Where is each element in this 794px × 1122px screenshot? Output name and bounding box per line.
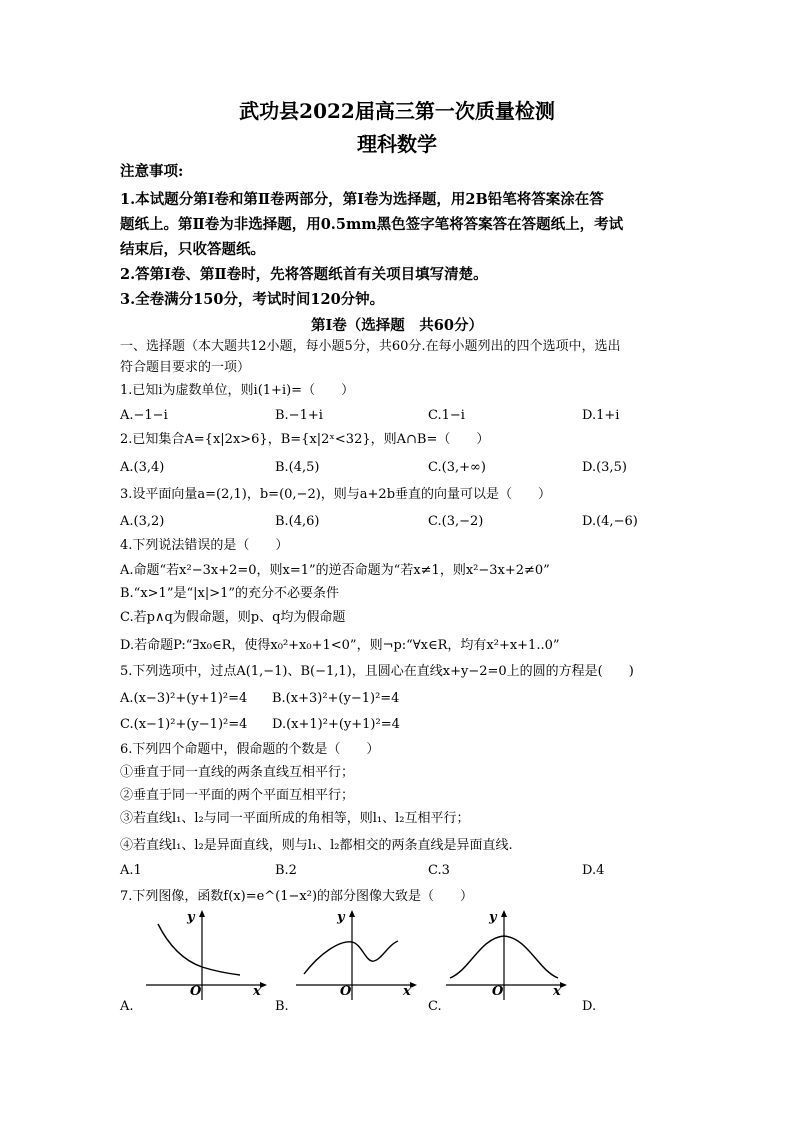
q5-option-b[interactable]: B.(x+3)²+(y−1)²=4 <box>272 691 400 706</box>
notes-line-5: 3.全卷满分150分，考试时间120分钟。 <box>120 291 385 308</box>
notes-line-2: 题纸上。第Ⅱ卷为非选择题，用0.5mm黑色签字笔将答案答在答题纸上，考试 <box>120 216 624 233</box>
q7-option-a[interactable]: A. <box>120 999 134 1014</box>
q7-stem: 7.下列图像，函数f(x)=e^(1−x²)的部分图像大致是（ ） <box>120 889 474 904</box>
q6-option-a[interactable]: A.1 <box>120 863 142 878</box>
q7-option-b[interactable]: B. <box>275 999 289 1014</box>
q1-stem: 1.已知i为虚数单位，则i(1+i)=（ ） <box>120 383 355 398</box>
section-intro-2: 符合题目要求的一项） <box>120 360 251 375</box>
q6-statement-2: ②垂直于同一平面的两个平面互相平行； <box>120 788 355 803</box>
axis-x-label: x <box>553 984 561 999</box>
q6-option-c[interactable]: C.3 <box>428 863 450 878</box>
q3-option-c[interactable]: C.(3,−2) <box>428 514 484 529</box>
q2-option-d[interactable]: D.(3,5) <box>582 460 627 475</box>
notes-heading: 注意事项: <box>120 163 184 180</box>
origin-label: O <box>492 984 504 999</box>
q4-option-c[interactable]: C.若p∧q为假命题，则p、q均为假命题 <box>120 610 346 625</box>
q4-stem: 4.下列说法错误的是（ ） <box>120 538 289 553</box>
notes-line-4: 2.答第Ⅰ卷、第Ⅱ卷时，先将答题纸首有关项目填写清楚。 <box>120 266 488 283</box>
origin-label: O <box>190 984 202 999</box>
q6-statement-4: ④若直线l₁、l₂是异面直线，则与l₁、l₂都相交的两条直线是异面直线. <box>120 838 513 853</box>
origin-label: O <box>340 984 352 999</box>
q6-option-b[interactable]: B.2 <box>275 863 297 878</box>
axis-y-label: y <box>187 910 195 925</box>
q4-option-a[interactable]: A.命题“若x²−3x+2=0，则x=1”的逆否命题为“若x≠1，则x²−3x+2≠0” <box>120 563 550 578</box>
axis-x-label: x <box>253 984 261 999</box>
q3-option-d[interactable]: D.(4,−6) <box>582 514 638 529</box>
axis-x-label: x <box>403 984 411 999</box>
notes-line-3: 结束后，只收答题纸。 <box>120 241 265 258</box>
q7-option-c[interactable]: C. <box>428 999 442 1014</box>
q2-option-a[interactable]: A.(3,4) <box>120 460 165 475</box>
q5-option-d[interactable]: D.(x+1)²+(y+1)²=4 <box>272 717 400 732</box>
q2-stem: 2.已知集合A={x|2x>6}，B={x|2ˣ<32}，则A∩B=（ ） <box>120 432 490 447</box>
q6-statement-3: ③若直线l₁、l₂与同一平面所成的角相等，则l₁、l₂互相平行； <box>120 811 470 826</box>
notes-line-1: 1.本试题分第Ⅰ卷和第Ⅱ卷两部分，第Ⅰ卷为选择题，用2B铅笔将答案涂在答 <box>120 191 604 208</box>
section-title: 第Ⅰ卷（选择题 共60分） <box>311 317 483 334</box>
q7-option-d[interactable]: D. <box>582 999 597 1014</box>
page-subtitle: 理科数学 <box>357 132 437 156</box>
q1-option-b[interactable]: B.−1+i <box>275 408 323 423</box>
page-title: 武功县2022届高三第一次质量检测 <box>239 99 555 123</box>
axis-y-label: y <box>337 910 345 925</box>
q6-stem: 6.下列四个命题中，假命题的个数是（ ） <box>120 742 380 757</box>
q5-option-a[interactable]: A.(x−3)²+(y+1)²=4 <box>120 691 248 706</box>
q4-option-d[interactable]: D.若命题P:“∃x₀∈R，使得x₀²+x₀+1<0”，则¬p:“∀x∈R，均有x²+x+1..0” <box>120 638 560 653</box>
q6-option-d[interactable]: D.4 <box>582 863 605 878</box>
q3-stem: 3.设平面向量a=(2,1)，b=(0,−2)，则与a+2b垂直的向量可以是（ ） <box>120 487 552 502</box>
q5-stem: 5.下列选项中，过点A(1,−1)、B(−1,1)，且圆心在直线x+y−2=0上的圆的方程是( ) <box>120 664 634 679</box>
q5-option-c[interactable]: C.(x−1)²+(y−1)²=4 <box>120 717 248 732</box>
q4-option-b[interactable]: B.“x>1”是“|x|>1”的充分不必要条件 <box>120 586 340 601</box>
q1-option-c[interactable]: C.1−i <box>428 408 465 423</box>
q1-option-d[interactable]: D.1+i <box>582 408 620 423</box>
axis-y-label: y <box>489 910 497 925</box>
q3-option-a[interactable]: A.(3,2) <box>120 514 165 529</box>
q7-graph-b[interactable] <box>290 908 420 1003</box>
q6-statement-1: ①垂直于同一直线的两条直线互相平行； <box>120 765 355 780</box>
section-intro-1: 一、选择题（本大题共12小题，每小题5分，共60分.在每小题列出的四个选项中，选出 <box>120 339 621 354</box>
q1-option-a[interactable]: A.−1−i <box>120 408 168 423</box>
q7-graph-a[interactable] <box>140 908 270 1003</box>
q2-option-b[interactable]: B.(4,5) <box>275 460 320 475</box>
q7-graph-c[interactable] <box>440 908 570 1003</box>
q2-option-c[interactable]: C.(3,+∞) <box>428 460 486 475</box>
q3-option-b[interactable]: B.(4,6) <box>275 514 320 529</box>
